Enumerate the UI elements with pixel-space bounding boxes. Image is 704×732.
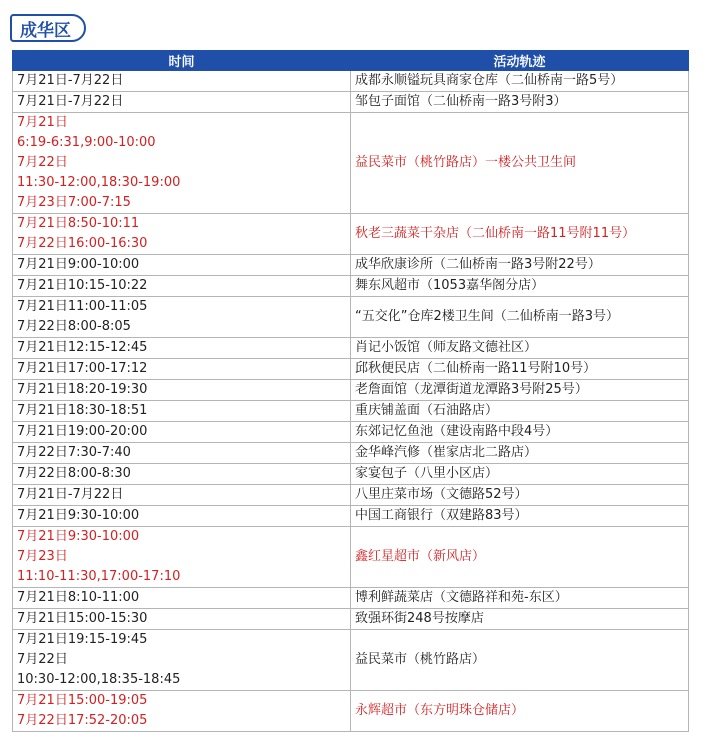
table-header-row [13, 51, 689, 71]
time-cell [13, 485, 351, 506]
time-line: 7月21日8:10-11:00 [17, 590, 140, 605]
table-body [13, 71, 689, 732]
time-cell [13, 255, 351, 276]
activity-cell: 东郊记忆鱼池（建设南路中段4号） [351, 422, 689, 443]
time-line: 7月22日16:00-16:30 [17, 236, 148, 251]
time-cell [13, 691, 351, 732]
activity-cell: 博利鲜蔬菜店（文德路祥和苑-东区） [351, 588, 689, 609]
time-cell [13, 443, 351, 464]
header-time: 时间 [13, 51, 351, 71]
activity-cell: 邹包子面馆（二仙桥南一路3号附3） [351, 92, 689, 113]
time-cell [13, 401, 351, 422]
time-line: 7月21日9:30-10:00 [17, 508, 140, 523]
table-row [13, 71, 689, 92]
table-row [13, 464, 689, 485]
time-cell [13, 464, 351, 485]
time-line: 7月21日10:15-10:22 [17, 278, 148, 293]
table-row [13, 609, 689, 630]
activity-cell: 老詹面馆（龙潭街道龙潭路3号附25号） [351, 380, 689, 401]
time-line: 7月21日9:30-10:00 [17, 529, 140, 544]
activity-cell: 重庆铺盖面（石油路店） [351, 401, 689, 422]
table-row [13, 422, 689, 443]
activity-cell: “五交化”仓库2楼卫生间（二仙桥南一路3号） [351, 297, 689, 338]
table-row [13, 401, 689, 422]
time-line: 6:19-6:31,9:00-10:00 [17, 135, 156, 150]
table-row [13, 630, 689, 691]
table-row [13, 443, 689, 464]
time-cell [13, 276, 351, 297]
table-row [13, 297, 689, 338]
time-cell [13, 422, 351, 443]
time-cell [13, 380, 351, 401]
activity-cell: 成都永顺镒玩具商家仓库（二仙桥南一路5号） [351, 71, 689, 92]
activity-cell: 致强环街248号按摩店 [351, 609, 689, 630]
time-cell [13, 92, 351, 113]
time-line: 7月22日17:52-20:05 [17, 713, 148, 728]
table-row [13, 691, 689, 732]
time-line: 7月22日 [17, 155, 68, 170]
time-line: 7月21日-7月22日 [17, 487, 124, 502]
activity-cell: 金华峰汽修（崔家店北二路店） [351, 443, 689, 464]
time-line: 11:10-11:30,17:00-17:10 [17, 569, 181, 584]
time-cell [13, 609, 351, 630]
time-cell [13, 338, 351, 359]
table-row [13, 588, 689, 609]
activity-cell: 中国工商银行（双建路83号） [351, 506, 689, 527]
time-line: 7月21日-7月22日 [17, 73, 124, 88]
activity-cell: 鑫红星超市（新风店） [351, 527, 689, 588]
time-line: 7月21日8:50-10:11 [17, 216, 140, 231]
time-line: 7月21日19:00-20:00 [17, 424, 148, 439]
time-cell [13, 297, 351, 338]
time-line: 7月21日12:15-12:45 [17, 340, 148, 355]
time-line: 7月22日8:00-8:30 [17, 466, 131, 481]
time-line: 7月21日17:00-17:12 [17, 361, 148, 376]
time-line: 7月21日9:00-10:00 [17, 257, 140, 272]
table-row [13, 506, 689, 527]
activity-cell: 八里庄菜市场（文德路52号） [351, 485, 689, 506]
time-line: 7月23日7:00-7:15 [17, 195, 131, 210]
header-activity: 活动轨迹 [351, 51, 689, 71]
table-row [13, 338, 689, 359]
table-row [13, 255, 689, 276]
table-row [13, 527, 689, 588]
time-line: 7月21日-7月22日 [17, 94, 124, 109]
activity-table-container [12, 50, 688, 732]
time-line: 10:30-12:00,18:35-18:45 [17, 672, 181, 687]
activity-cell: 益民菜市（桃竹路店）一楼公共卫生间 [351, 113, 689, 214]
time-line: 7月21日15:00-15:30 [17, 611, 148, 626]
table-row [13, 380, 689, 401]
table-row [13, 113, 689, 214]
time-cell [13, 588, 351, 609]
time-cell [13, 359, 351, 380]
time-line: 7月22日 [17, 652, 68, 667]
table-row [13, 214, 689, 255]
time-cell [13, 527, 351, 588]
time-line: 7月21日18:30-18:51 [17, 403, 148, 418]
time-line: 7月22日7:30-7:40 [17, 445, 131, 460]
time-line: 7月22日8:00-8:05 [17, 319, 131, 334]
activity-cell: 家宴包子（八里小区店） [351, 464, 689, 485]
activity-cell: 成华欣康诊所（二仙桥南一路3号附22号） [351, 255, 689, 276]
activity-table [12, 50, 689, 732]
activity-cell: 永辉超市（东方明珠仓储店） [351, 691, 689, 732]
time-line: 7月21日 [17, 115, 68, 130]
time-cell [13, 630, 351, 691]
time-line: 7月21日15:00-19:05 [17, 693, 148, 708]
district-title: 成华区 [10, 14, 86, 42]
activity-cell: 舞东风超市（1053嘉华阁分店） [351, 276, 689, 297]
activity-cell: 肖记小饭馆（师友路文德社区） [351, 338, 689, 359]
activity-cell: 益民菜市（桃竹路店） [351, 630, 689, 691]
activity-cell: 邱秋便民店（二仙桥南一路11号附10号） [351, 359, 689, 380]
table-row [13, 92, 689, 113]
time-cell [13, 214, 351, 255]
activity-cell: 秋老三蔬菜干杂店（二仙桥南一路11号附11号） [351, 214, 689, 255]
table-row [13, 485, 689, 506]
table-row [13, 276, 689, 297]
time-line: 7月21日19:15-19:45 [17, 632, 148, 647]
time-line: 7月21日18:20-19:30 [17, 382, 148, 397]
time-cell [13, 113, 351, 214]
table-row [13, 359, 689, 380]
time-cell [13, 71, 351, 92]
time-line: 11:30-12:00,18:30-19:00 [17, 175, 181, 190]
time-line: 7月23日 [17, 549, 68, 564]
time-line: 7月21日11:00-11:05 [17, 299, 148, 314]
time-cell [13, 506, 351, 527]
